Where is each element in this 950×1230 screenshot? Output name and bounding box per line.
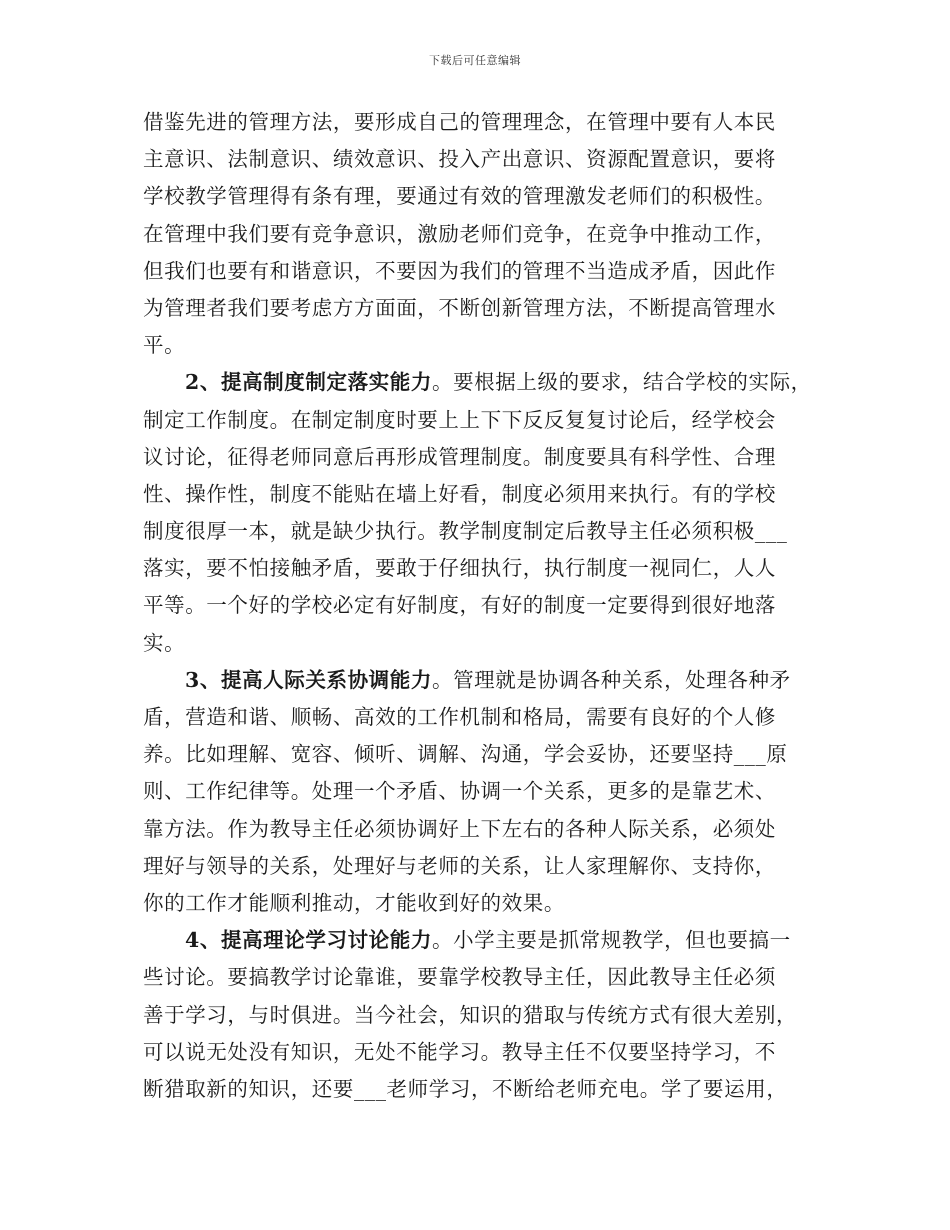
text-line: 为管理者我们要考虑方方面面，不断创新管理方法，不断提高管理水 [143, 295, 776, 320]
text-line: 主意识、法制意识、绩效意识、投入产出意识、资源配置意识，要将 [143, 147, 776, 172]
text-line: 实。 [143, 630, 186, 655]
text-line: 则、工作纪律等。处理一个矛盾、协调一个关系，更多的是靠艺术、 [143, 779, 776, 804]
paragraph-first-line [143, 662, 813, 699]
text-run: 。要根据上级的要求，结合学校的实际， [431, 370, 812, 395]
section-heading: 3、提高人际关系协调能力 [185, 667, 432, 692]
paragraph-first-line [143, 922, 813, 959]
document-body [143, 104, 813, 1108]
text-line: 在管理中我们要有竞争意识，激励老师们竞争，在竞争中推动工作， [143, 221, 776, 246]
paragraph-management-concept [143, 104, 813, 364]
paragraph-first-line [143, 364, 813, 401]
text-line: 养。比如理解、宽容、倾听、调解、沟通，学会妥协，还要坚持___原 [143, 742, 788, 767]
text-line: 性、操作性，制度不能贴在墙上好看，制度必须用来执行。有的学校 [143, 481, 776, 506]
text-run: 。管理就是协调各种关系，处理各种矛 [431, 667, 791, 692]
text-line: 但我们也要有和谐意识，不要因为我们的管理不当造成矛盾，因此作 [143, 258, 776, 283]
text-line: 可以说无处没有知识，无处不能学习。教导主任不仅要坚持学习，不 [143, 1039, 776, 1064]
section-heading: 2、提高制度制定落实能力 [185, 370, 432, 395]
text-line: 些讨论。要搞教学讨论靠谁，要靠学校教导主任，因此教导主任必须 [143, 965, 776, 990]
text-line: 议讨论，征得老师同意后再形成管理制度。制度要具有科学性、合理 [143, 444, 776, 469]
text-line: 断猎取新的知识，还要___老师学习，不断给老师充电。学了要运用， [143, 1076, 788, 1101]
text-line: 平等。一个好的学校必定有好制度，有好的制度一定要得到很好地落 [143, 593, 776, 618]
text-line: 制定工作制度。在制定制度时要上上下下反反复复讨论后，经学校会 [143, 407, 776, 432]
text-line: 平。 [143, 333, 186, 358]
page-header: 下载后可任意编辑 [429, 54, 521, 67]
text-line: 善于学习，与时俱进。当今社会，知识的猎取与传统方式有很大差别， [143, 1002, 798, 1027]
text-line: 理好与领导的关系，处理好与老师的关系，让人家理解你、支持你， [143, 853, 776, 878]
text-line: 你的工作才能顺利推动，才能收到好的效果。 [143, 890, 565, 915]
text-line: 制度很厚一本，就是缺少执行。教学制度制定后教导主任必须积极___ [143, 519, 788, 544]
text-line: 借鉴先进的管理方法，要形成自己的管理理念，在管理中要有人本民 [143, 110, 776, 134]
paragraph-system-implementation [143, 364, 813, 662]
paragraph-theory-study [143, 922, 813, 1108]
text-line: 落实，要不怕接触矛盾，要敢于仔细执行，执行制度一视同仁，人人 [143, 556, 776, 581]
text-line: 盾，营造和谐、顺畅、高效的工作机制和格局，需要有良好的个人修 [143, 705, 776, 729]
text-run: 。小学主要是抓常规教学，但也要搞一 [431, 928, 791, 953]
section-heading: 4、提高理论学习讨论能力 [185, 928, 432, 953]
text-line: 学校教学管理得有条有理，要通过有效的管理激发老师们的积极性。 [143, 184, 776, 209]
text-line: 靠方法。作为教导主任必须协调好上下左右的各种人际关系，必须处 [143, 816, 776, 841]
paragraph-interpersonal-coordination [143, 662, 813, 922]
